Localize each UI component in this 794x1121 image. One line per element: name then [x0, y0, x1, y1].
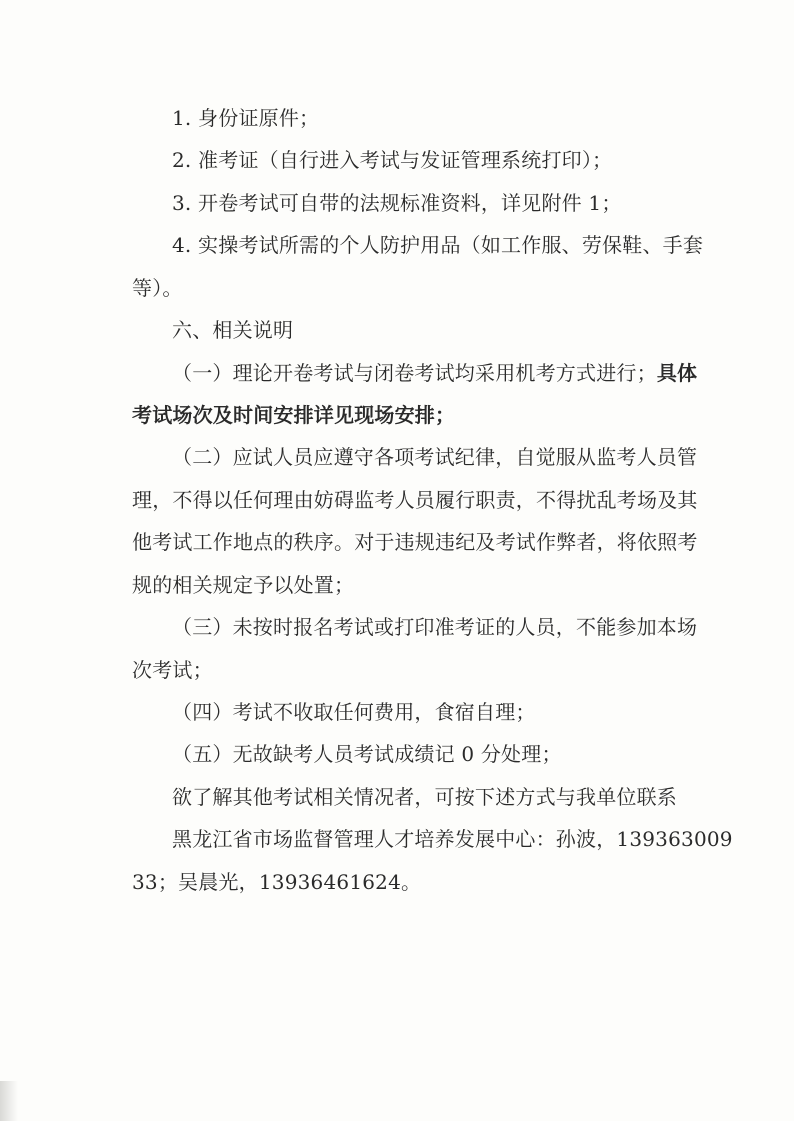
note-3: （三）未按时报名考试或打印准考证的人员，不能参加本场: [172, 615, 698, 639]
note-1-normal: （一）理论开卷考试与闭卷考试均采用机考方式进行；: [172, 361, 657, 385]
note-4: （四）考试不收取任何费用，食宿自理；: [172, 700, 536, 724]
item-id-card: 1. 身份证原件；: [172, 106, 320, 130]
note-2-line3: 他考试工作地点的秩序。对于违规违纪及考试作弊者，将依照考: [132, 530, 698, 554]
note-1-bold: 具体: [656, 361, 698, 385]
note-1-cont: 考试场次及时间安排详见现场安排；: [132, 403, 456, 427]
note-1: [172, 359, 697, 387]
contact-intro: 欲了解其他考试相关情况者，可按下述方式与我单位联系: [172, 785, 677, 809]
note-3-cont: 次考试；: [132, 658, 213, 682]
item-reference-materials: 3. 开卷考试可自带的法规标准资料，详见附件 1；: [172, 191, 622, 215]
note-5: （五）无故缺考人员考试成绩记 0 分处理；: [172, 742, 562, 766]
note-2-line2: 理，不得以任何理由妨碍监考人员履行职责，不得扰乱考场及其: [132, 488, 698, 512]
note-2-line4: 规的相关规定予以处置；: [132, 573, 355, 597]
item-admission-ticket: 2. 准考证（自行进入考试与发证管理系统打印）；: [172, 148, 613, 172]
contact-line-2: 33；吴晨光，13936461624。: [132, 870, 422, 894]
item-protective-gear-cont: 等）。: [132, 276, 183, 300]
note-2: （二）应试人员应遵守各项考试纪律，自觉服从监考人员管: [172, 445, 698, 469]
item-protective-gear: 4. 实操考试所需的个人防护用品（如工作服、劳保鞋、手套: [172, 233, 704, 257]
section-heading: 六、相关说明: [172, 318, 294, 342]
contact-line-1: 黑龙江省市场监督管理人才培养发展中心：孙波，139363009: [172, 827, 733, 851]
scan-edge-shadow: [0, 1081, 18, 1121]
